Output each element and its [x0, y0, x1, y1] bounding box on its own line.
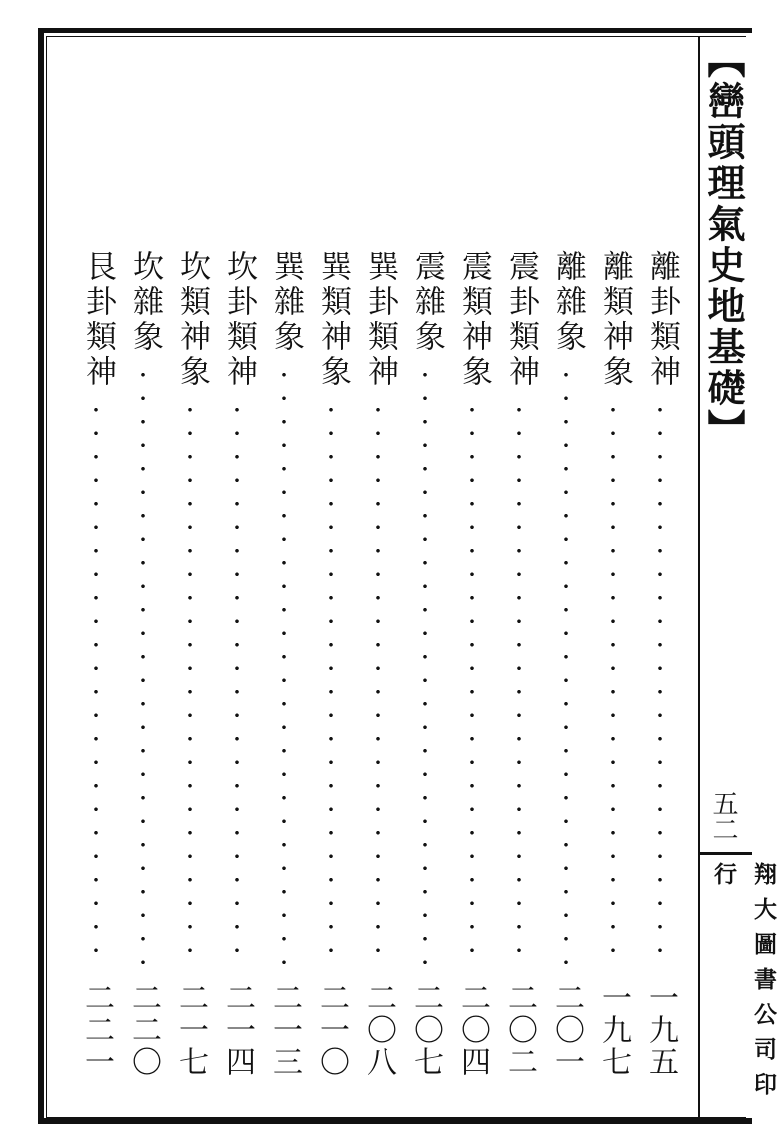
toc-entry-title: 巽雜象 — [268, 250, 304, 355]
book-title: 【巒頭理氣史地基礎】 — [701, 40, 745, 450]
toc-entry[interactable] — [168, 250, 215, 1090]
toc-entry[interactable] — [309, 250, 356, 1090]
toc-leader-dots — [610, 398, 616, 968]
toc-leader-dots — [422, 363, 428, 968]
toc-entry-page: 一九五 — [643, 982, 678, 1078]
toc-leader-dots — [93, 398, 99, 968]
toc-leader-dots — [375, 398, 381, 968]
toc-entry-page: 二二一 — [79, 982, 114, 1078]
toc-entry[interactable] — [215, 250, 262, 1090]
page-number: 五二 — [708, 790, 738, 842]
toc-entry-title: 巽卦類神 — [362, 250, 398, 390]
toc-entry-page: 二一三 — [267, 982, 302, 1078]
toc-entry-page: 二〇四 — [455, 982, 490, 1078]
toc-entry-page: 二一〇 — [314, 982, 349, 1078]
toc-entry-title: 巽類神象 — [315, 250, 351, 390]
toc-leader-dots — [657, 398, 663, 968]
toc-entry[interactable] — [356, 250, 403, 1090]
toc-entry-page: 二〇八 — [361, 982, 396, 1078]
toc-entry-page: 二一七 — [173, 982, 208, 1078]
publisher-imprint: 翔大圖書公司印行 — [710, 862, 776, 1107]
toc-entry-page: 二二〇 — [126, 982, 161, 1078]
toc-leader-dots — [187, 398, 193, 968]
toc-entry-title: 震類神象 — [456, 250, 492, 390]
table-of-contents — [60, 250, 685, 1090]
toc-entry[interactable] — [638, 250, 685, 1090]
toc-entry-page: 二〇二 — [502, 982, 537, 1078]
toc-leader-dots — [234, 398, 240, 968]
toc-entry-title: 坎雜象 — [127, 250, 163, 355]
toc-entry-title: 坎卦類神 — [221, 250, 257, 390]
toc-leader-dots — [516, 398, 522, 968]
folio-divider — [698, 852, 752, 855]
toc-leader-dots — [328, 398, 334, 968]
toc-entry[interactable] — [591, 250, 638, 1090]
toc-entry-page: 二〇七 — [408, 982, 443, 1078]
toc-entry[interactable] — [403, 250, 450, 1090]
toc-entry-title: 坎類神象 — [174, 250, 210, 390]
toc-leader-dots — [563, 363, 569, 968]
toc-entry-title: 離類神象 — [597, 250, 633, 390]
toc-leader-dots — [281, 363, 287, 968]
toc-entry-title: 震雜象 — [409, 250, 445, 355]
toc-entry[interactable] — [262, 250, 309, 1090]
toc-leader-dots — [469, 398, 475, 968]
toc-leader-dots — [140, 363, 146, 968]
toc-entry[interactable] — [544, 250, 591, 1090]
toc-entry-title: 離雜象 — [550, 250, 586, 355]
toc-entry[interactable] — [450, 250, 497, 1090]
toc-entry-title: 震卦類神 — [503, 250, 539, 390]
toc-entry-page: 一九七 — [596, 982, 631, 1078]
toc-entry-page: 二〇一 — [549, 982, 584, 1078]
toc-entry[interactable] — [74, 250, 121, 1090]
toc-entry-title: 艮卦類神 — [80, 250, 116, 390]
toc-entry-page: 二一四 — [220, 982, 255, 1078]
toc-entry[interactable] — [497, 250, 544, 1090]
toc-entry-title: 離卦類神 — [644, 250, 680, 390]
toc-entry[interactable] — [121, 250, 168, 1090]
